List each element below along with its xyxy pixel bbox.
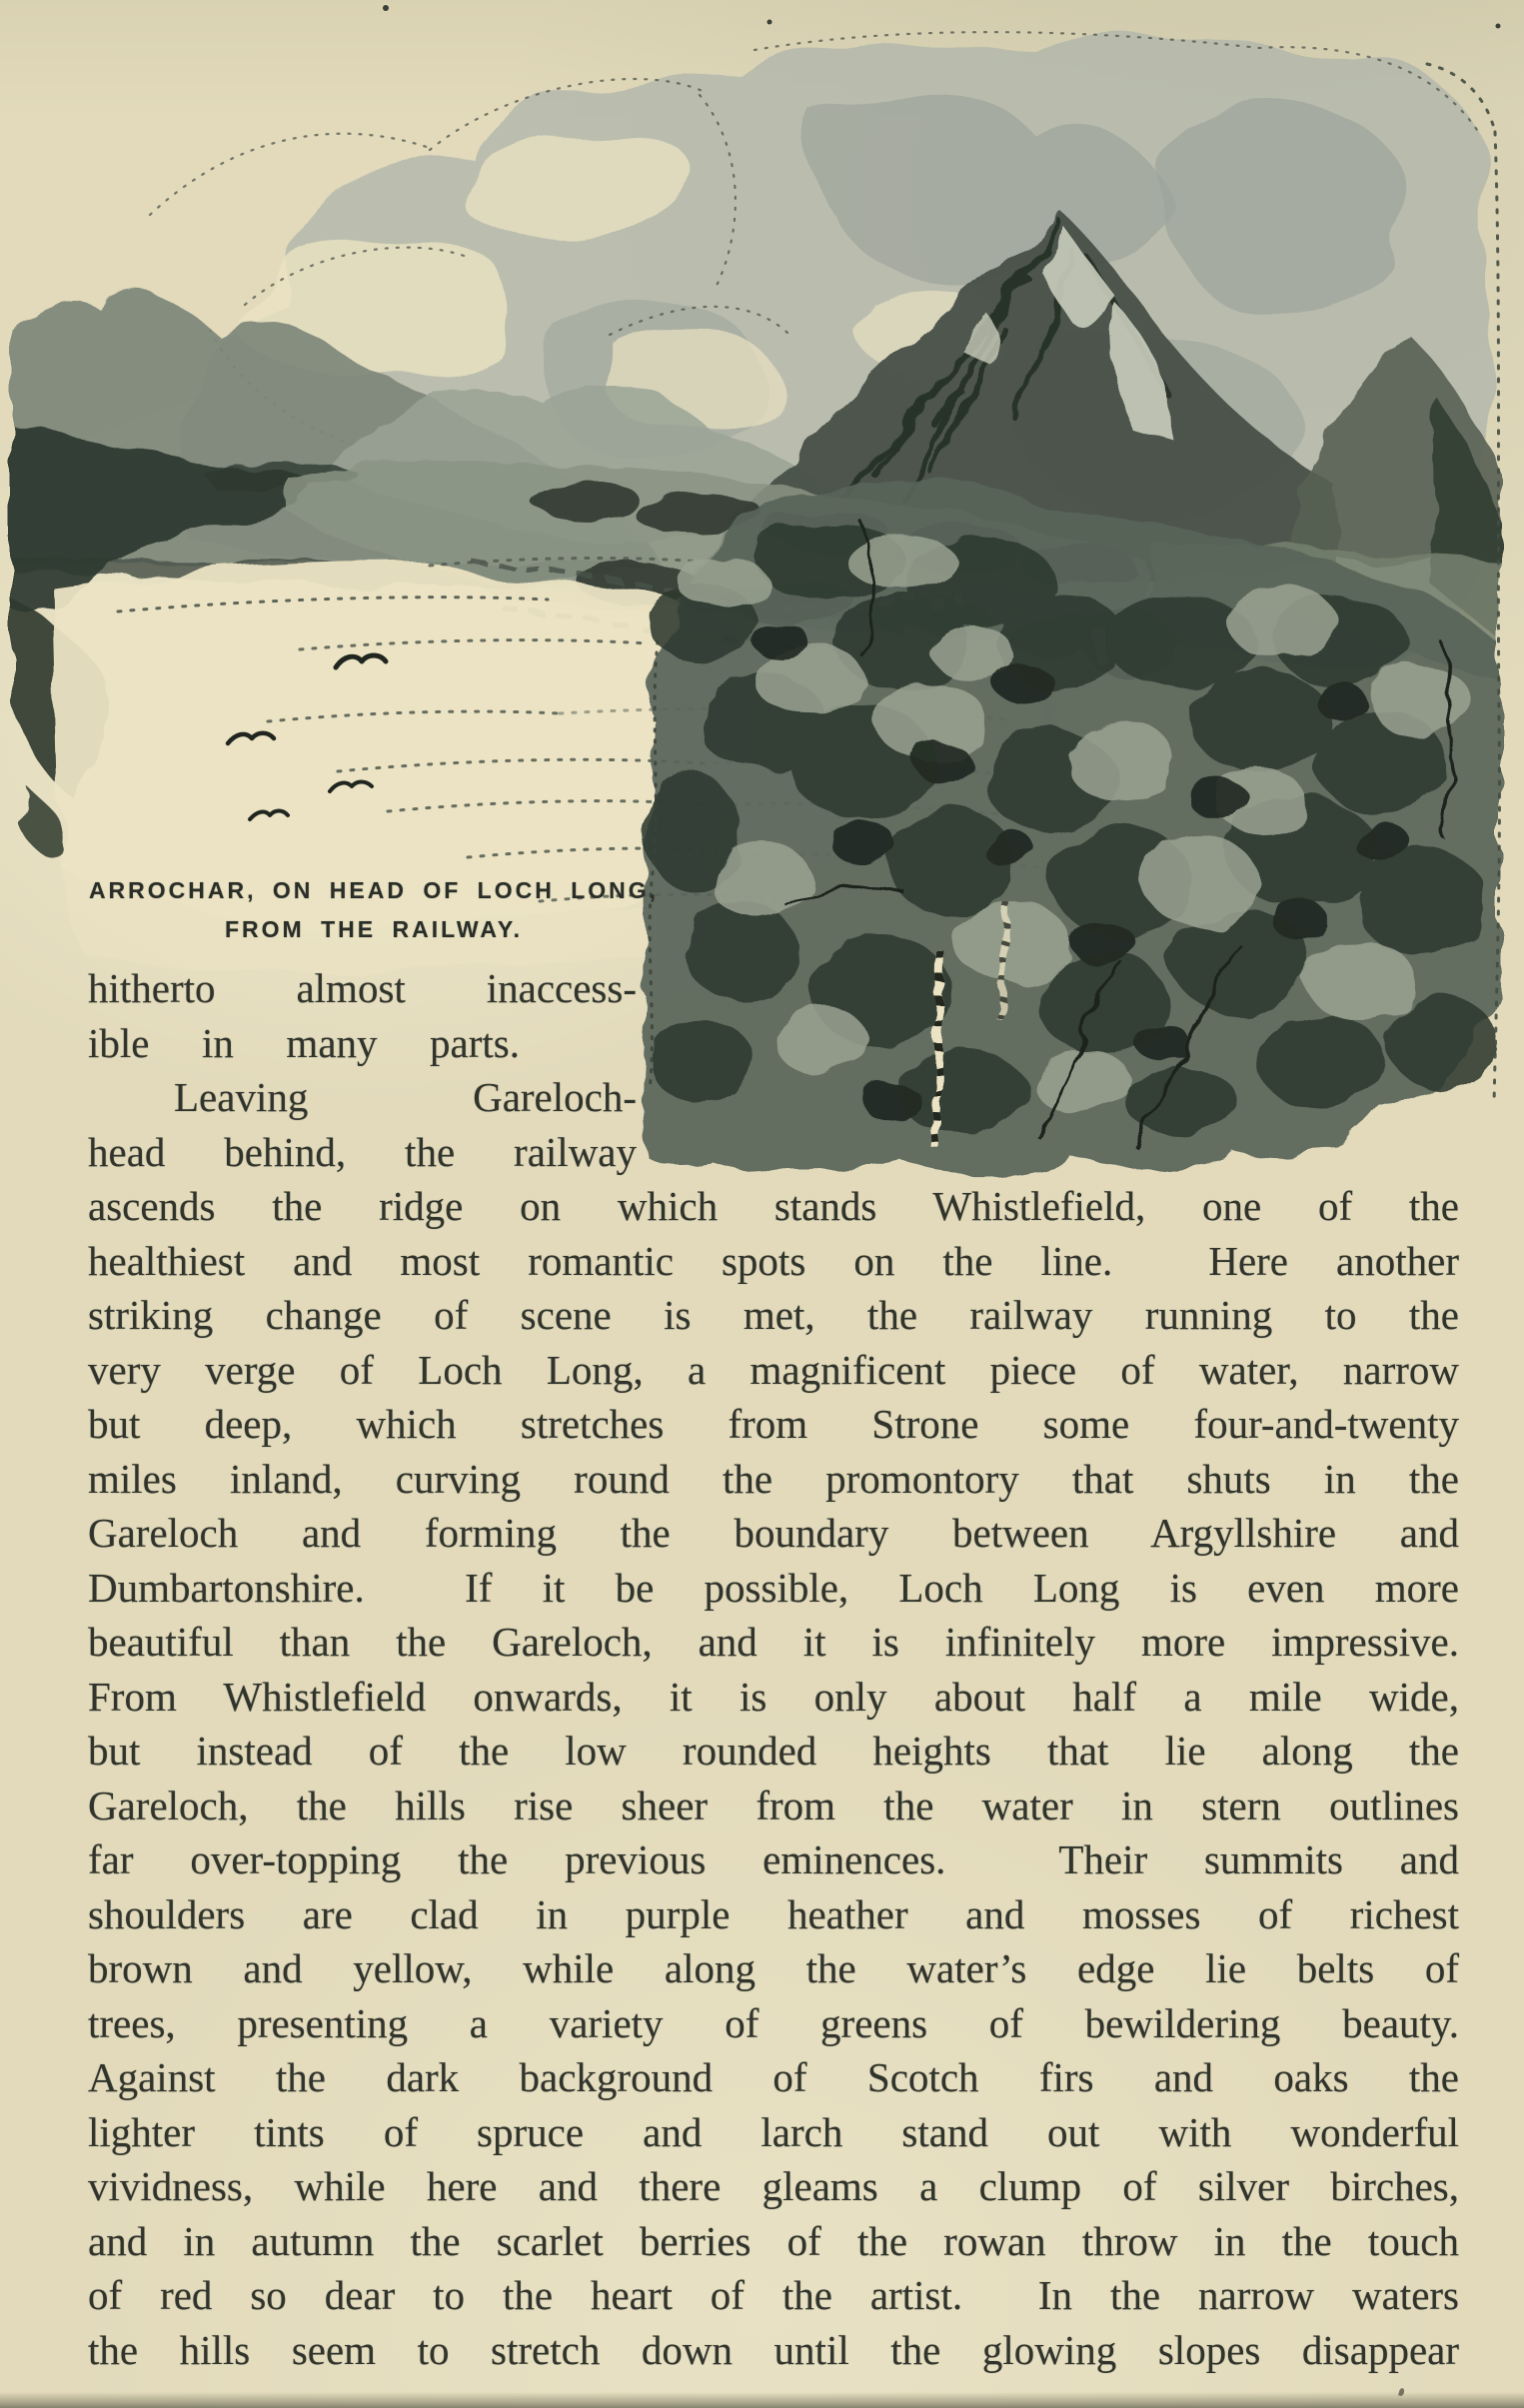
- text-line: ible in many parts.: [88, 1019, 520, 1066]
- text-line: Gareloch, the hills rise sheer from the water in stern outlines: [88, 1782, 1459, 1828]
- text-line: striking change of scene is met, the railway running to the: [88, 1292, 1459, 1338]
- text-line: but instead of the low rounded heights that lie along the: [88, 1728, 1459, 1774]
- text-line: of red so dear to the heart of the artist. In the narrow waters: [88, 2272, 1459, 2318]
- text-line: but deep, which stretches from Strone some four-and-twenty: [88, 1401, 1459, 1447]
- page-bottom-edge: [0, 2392, 1524, 2408]
- caption-line-1: ARROCHAR, ON HEAD OF LOCH LONG,: [88, 877, 660, 903]
- text-line: brown and yellow, while along the water’s edge lie belts of: [88, 1945, 1459, 1991]
- body-text-left-column: [88, 961, 637, 1179]
- text-line: shoulders are clad in purple heather and mosses of richest: [88, 1890, 1459, 1937]
- text-line: the hills seem to stretch down until the glowing slopes disappear: [88, 2326, 1459, 2373]
- text-line: very verge of Loch Long, a magnificent piece of water, narrow: [88, 1346, 1459, 1393]
- text-line: lighter tints of spruce and larch stand out with wonderful: [88, 2108, 1459, 2155]
- text-line: healthiest and most romantic spots on the line. Here another: [88, 1237, 1459, 1284]
- text-line: vividness, while here and there gleams a clump of silver birches,: [88, 2163, 1459, 2209]
- text-line: miles inland, curving round the promontory that shuts in the: [88, 1455, 1459, 1502]
- illustration-caption: [88, 871, 660, 949]
- text-line: Leaving Gareloch-: [174, 1074, 637, 1120]
- text-line: and in autumn the scarlet berries of the rowan throw in the touch: [88, 2217, 1459, 2264]
- text-line: From Whistlefield onwards, it is only about half a mile wide,: [88, 1673, 1459, 1720]
- text-line: far over-topping the previous eminences. Their summits and: [88, 1836, 1459, 1882]
- caption-line-2: FROM THE RAILWAY.: [225, 916, 523, 942]
- body-text-full-width: [88, 1179, 1459, 2377]
- text-line: ascends the ridge on which stands Whistlefield, one of the: [88, 1183, 1459, 1229]
- text-line: trees, presenting a variety of greens of bewildering beauty.: [88, 1999, 1459, 2046]
- text-line: head behind, the railway: [88, 1128, 637, 1175]
- text-line: Against the dark background of Scotch firs and oaks the: [88, 2054, 1459, 2100]
- text-line: beautiful than the Gareloch, and it is infinitely more impressive.: [88, 1619, 1459, 1665]
- text-line: hitherto almost inaccess-: [88, 965, 637, 1011]
- text-line: Dumbartonshire. If it be possible, Loch Long is even more: [88, 1564, 1459, 1611]
- ink-dots: [383, 5, 1501, 29]
- tree-mass: [641, 478, 1499, 1175]
- text-line: Gareloch and forming the boundary between Argyllshire and: [88, 1510, 1459, 1556]
